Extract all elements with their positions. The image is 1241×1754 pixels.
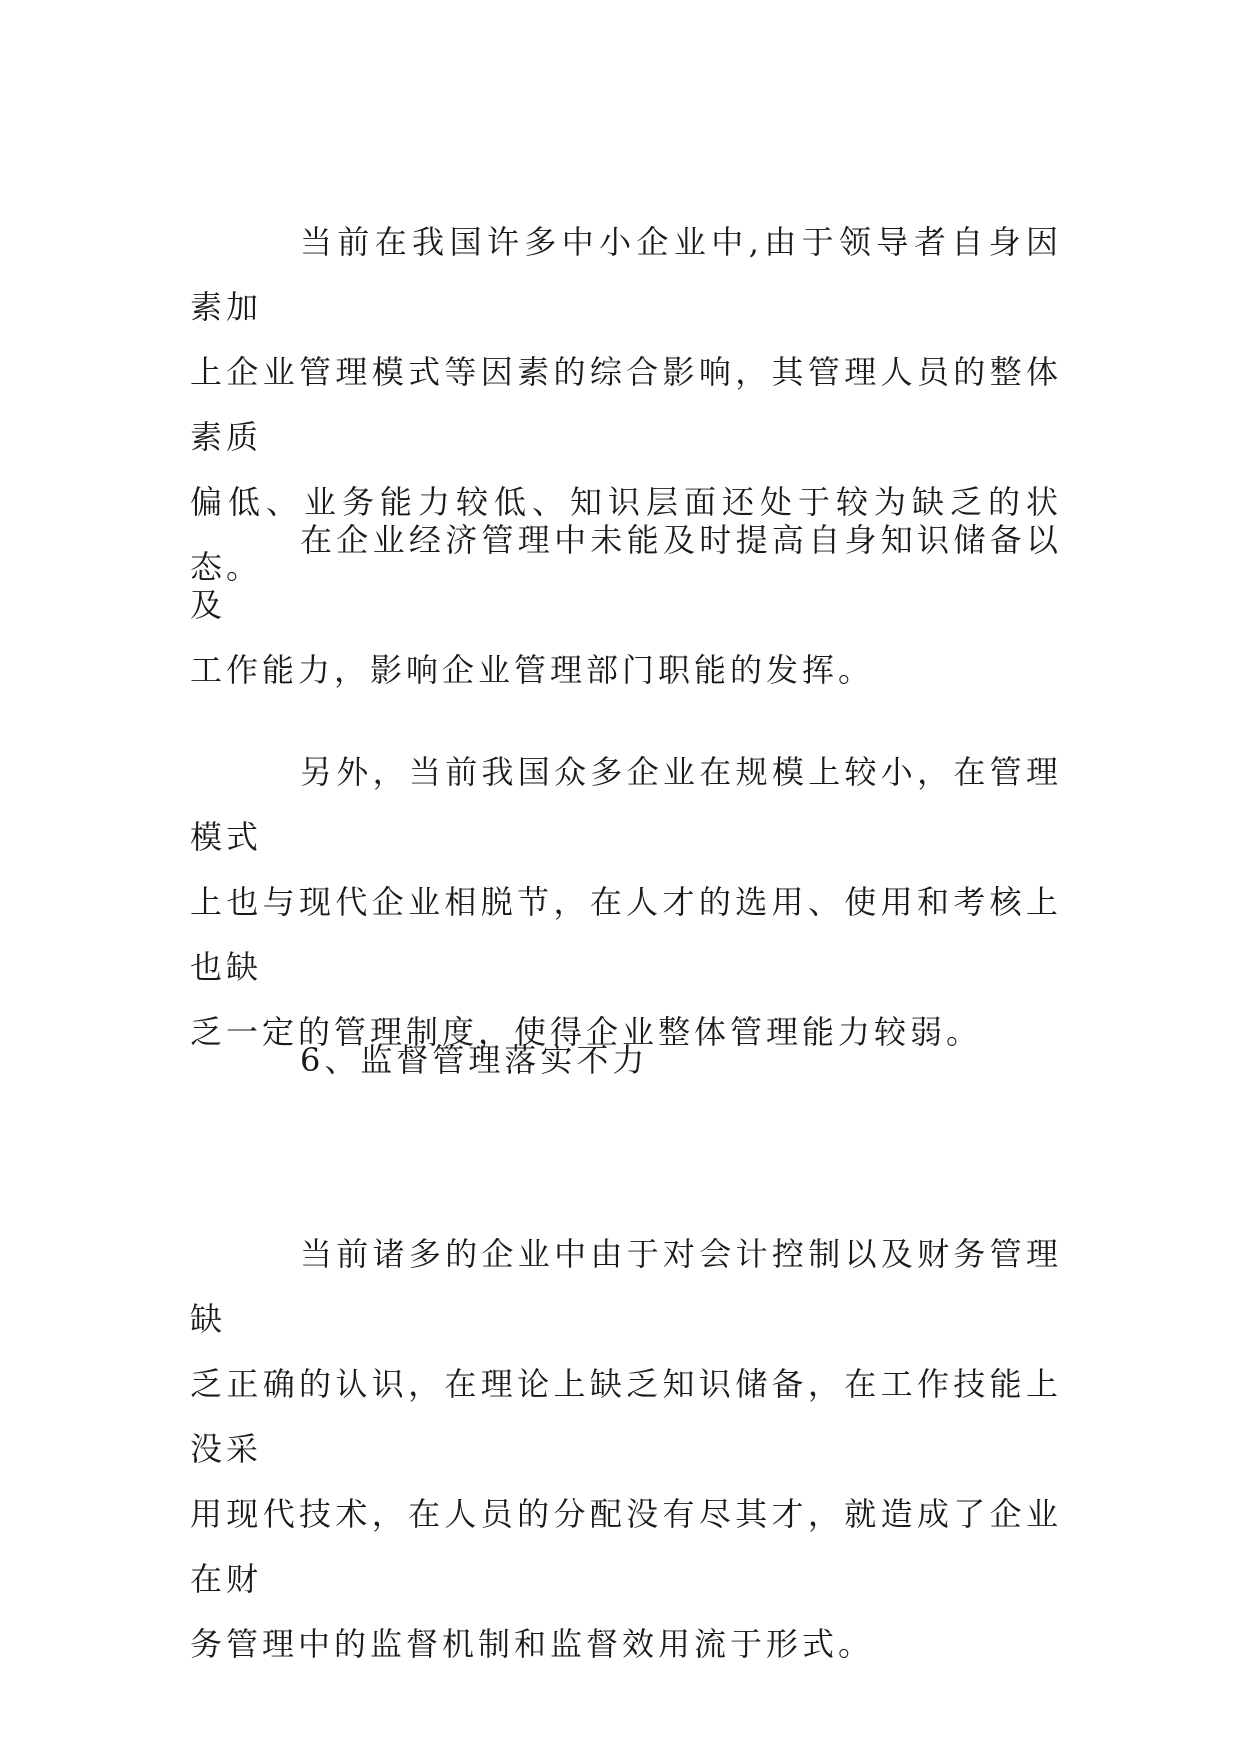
paragraph-line: 务管理中的监督机制和监督效用流于形式。 [190,1625,875,1663]
paragraph-line: 偏低、业务能力较低、知识层面还处于较为缺乏的状态。 [190,483,1062,586]
paragraph-line: 用现代技术，在人员的分配没有尽其才，就造成了企业在财 [190,1495,1062,1598]
paragraph-line: 当前诸多的企业中由于对会计控制以及财务管理缺 [190,1235,1062,1338]
paragraph-line: 上也与现代企业相脱节，在人才的选用、使用和考核上也缺 [190,883,1062,986]
paragraph-line: 另外，当前我国众多企业在规模上较小，在管理模式 [190,753,1062,856]
paragraph-line: 上企业管理模式等因素的综合影响，其管理人员的整体素质 [190,353,1062,456]
heading-line: 6、监督管理落实不力 [300,1041,649,1079]
paragraph-line: 在企业经济管理中未能及时提高自身知识储备以及 [190,521,1062,624]
section-heading-supervision [190,1028,1062,1093]
paragraph-line: 当前在我国许多中小企业中,由于领导者自身因素加 [190,223,1062,326]
paragraph-line: 乏正确的认识，在理论上缺乏知识储备，在工作技能上没采 [190,1365,1062,1468]
paragraph-line: 工作能力，影响企业管理部门职能的发挥。 [190,651,875,689]
paragraph-supervision-mechanism [190,1222,1062,1677]
paragraph-enterprise-scale [190,740,1062,1065]
paragraph-knowledge-reserve [190,508,1062,703]
paragraph-line: 乏一定的管理制度，使得企业整体管理能力较弱。 [190,1013,983,1051]
